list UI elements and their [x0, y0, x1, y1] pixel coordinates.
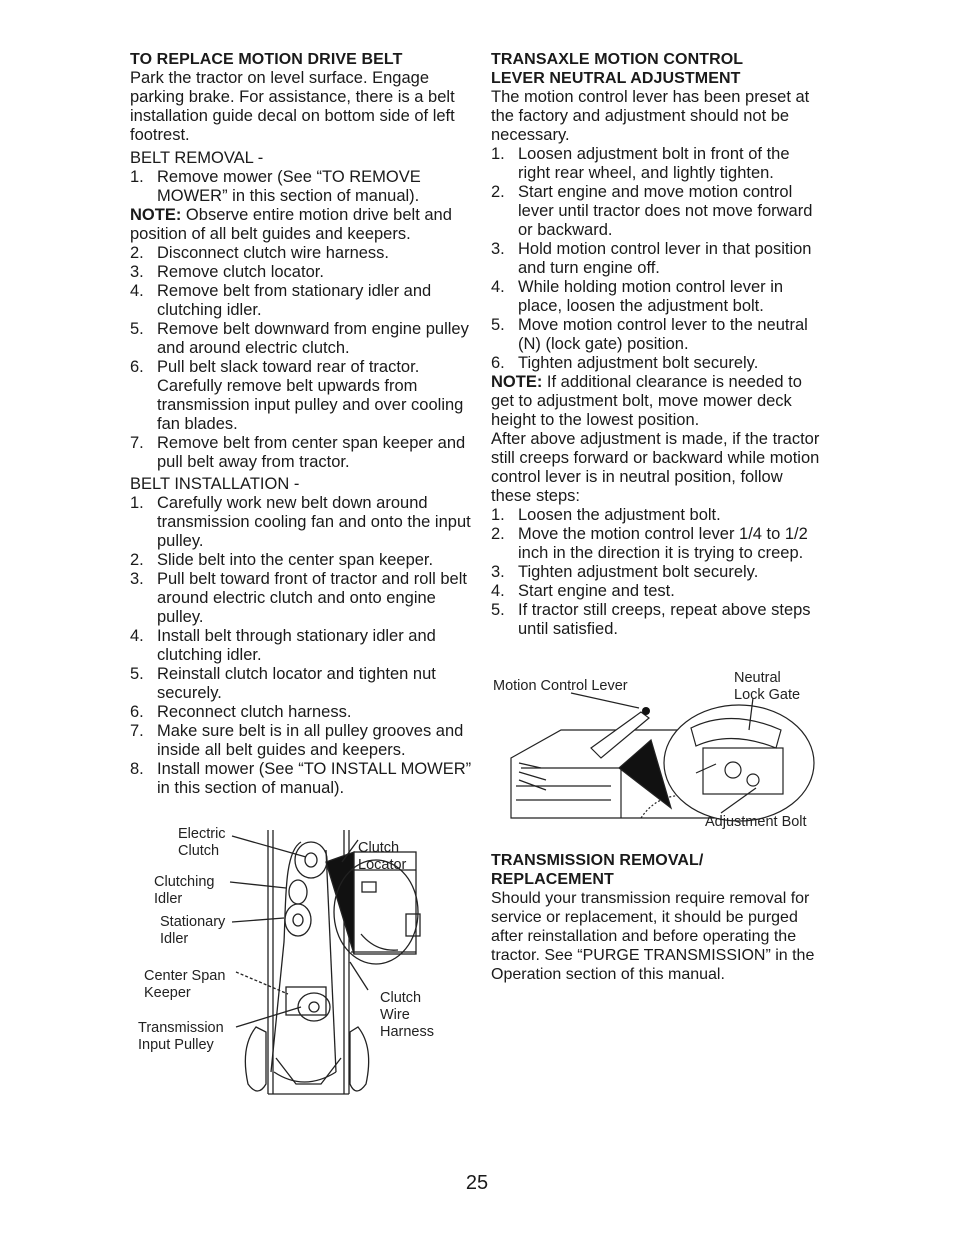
list-item-text: Pull belt slack toward rear of tractor. Carefully remove belt upwards from transmission input pulley and over cooling fan blades. [157, 358, 464, 433]
section-title-transaxle-line2: LEVER NEUTRAL ADJUSTMENT [491, 70, 741, 87]
list-item-number: 4. [130, 627, 144, 645]
list-item [130, 434, 475, 472]
label-clutching-idler [154, 874, 214, 908]
label-stationary-idler-line1: Stationary [160, 914, 226, 930]
label-stationary-idler [160, 914, 225, 948]
list-item [130, 168, 475, 206]
list-item-text: Pull belt toward front of tractor and roll belt around electric clutch and onto engine pulley. [157, 570, 467, 626]
list-item-text: Start engine and move motion control lever until tractor does not move forward or backward. [518, 183, 813, 239]
note-label: NOTE: [491, 373, 543, 391]
list-item-text: Slide belt into the center span keeper. [157, 551, 434, 569]
list-item-number: 5. [130, 320, 144, 338]
section-title-transaxle [491, 50, 826, 88]
transaxle-note [491, 373, 826, 430]
list-item-text: Tighten adjustment bolt securely. [518, 563, 759, 581]
list-item-number: 1. [491, 145, 505, 163]
label-neutral-line1: Neutral [734, 670, 781, 686]
label-electric-clutch-line2: Clutch [178, 843, 220, 859]
list-item [491, 563, 826, 582]
list-item [130, 627, 475, 665]
label-center-span-line2: Keeper [144, 985, 191, 1001]
after-adjustment-paragraph: After above adjustment is made, if the tractor still creeps forward or backward while motion control lever is in neutral position, follow these steps: [491, 430, 820, 505]
list-item [130, 494, 475, 551]
creep-steps [491, 506, 826, 639]
list-item-text: Reconnect clutch harness. [157, 703, 352, 721]
list-item [130, 760, 475, 798]
transmission-removal-section [491, 851, 826, 984]
label-clutch-wire-harness [380, 990, 434, 1041]
section-title-replace-belt: TO REPLACE MOTION DRIVE BELT [130, 51, 403, 68]
list-item [491, 278, 826, 316]
label-clutch-locator [358, 840, 406, 874]
list-item-text: Loosen adjustment bolt in front of the right rear wheel, and lightly tighten. [518, 145, 790, 182]
section-title-transaxle-line1: TRANSAXLE MOTION CONTROL [491, 51, 744, 68]
label-electric-clutch [178, 826, 226, 860]
list-item-number: 2. [491, 183, 505, 201]
list-item-number: 7. [130, 722, 144, 740]
list-item [491, 240, 826, 278]
list-item-text: Remove clutch locator. [157, 263, 324, 281]
label-transmission-input-pulley [138, 1020, 224, 1054]
list-item-number: 4. [491, 278, 505, 296]
list-item-number: 3. [130, 263, 144, 281]
label-trans-pulley-line1: Transmission [138, 1020, 224, 1036]
motion-lever-diagram [491, 668, 826, 840]
list-item-text: Start engine and test. [518, 582, 675, 600]
belt-installation-heading: BELT INSTALLATION - [130, 475, 300, 493]
list-item-number: 8. [130, 760, 144, 778]
list-item [130, 263, 475, 282]
list-item-text: Tighten adjustment bolt securely. [518, 354, 759, 372]
list-item-text: While holding motion control lever in place, loosen the adjustment bolt. [518, 278, 784, 315]
label-trans-pulley-line2: Input Pulley [138, 1037, 214, 1053]
label-clutch-wire-line1: Clutch [380, 990, 422, 1006]
list-item-text: Install mower (See “TO INSTALL MOWER” in this section of manual). [157, 760, 472, 797]
list-item-number: 2. [491, 525, 505, 543]
belt-removal-steps [130, 168, 475, 206]
label-clutching-idler-line1: Clutching [154, 874, 215, 890]
left-column [130, 50, 475, 798]
belt-removal-heading: BELT REMOVAL - [130, 149, 264, 167]
section-title-transmission-line1: TRANSMISSION REMOVAL/ [491, 852, 704, 869]
list-item [491, 506, 826, 525]
list-item-text: Hold motion control lever in that position and turn engine off. [518, 240, 812, 277]
transaxle-intro: The motion control lever has been preset at the factory and adjustment should not be necessary. [491, 88, 810, 144]
list-item [491, 145, 826, 183]
label-clutching-idler-line2: Idler [154, 891, 183, 907]
list-item-number: 1. [130, 494, 144, 512]
list-item-number: 1. [491, 506, 505, 524]
section-title-transmission-line2: REPLACEMENT [491, 871, 614, 888]
label-center-span-keeper [144, 968, 225, 1002]
list-item-number: 6. [491, 354, 505, 372]
list-item [491, 183, 826, 240]
label-neutral-line2: Lock Gate [734, 687, 801, 703]
list-item-number: 5. [130, 665, 144, 683]
list-item [491, 525, 826, 563]
list-item-number: 3. [130, 570, 144, 588]
label-clutch-wire-line2: Wire [380, 1007, 410, 1023]
note-text: Observe entire motion drive belt and position of all belt guides and keepers. [130, 206, 452, 243]
belt-installation-steps [130, 494, 475, 798]
list-item [491, 316, 826, 354]
list-item-text: Move the motion control lever 1/4 to 1/2 inch in the direction it is trying to creep. [518, 525, 808, 562]
list-item-number: 2. [130, 244, 144, 262]
label-clutch-wire-line3: Harness [380, 1024, 434, 1040]
label-electric-clutch-line1: Electric [178, 826, 226, 842]
adjustment-steps [491, 145, 826, 373]
list-item [130, 665, 475, 703]
list-item [491, 354, 826, 373]
list-item [491, 601, 826, 639]
transmission-paragraph: Should your transmission require removal for service or replacement, it should be purged after reinstallation and before operating the tractor. See “PURGE TRANSMISSION” in the Operation section of this manual. [491, 890, 815, 983]
label-clutch-locator-line2: Locator [358, 857, 407, 873]
list-item-text: Remove belt from stationary idler and clutching idler. [157, 282, 432, 319]
right-column [491, 50, 826, 639]
list-item-text: Remove mower (See “TO REMOVE MOWER” in this section of manual). [157, 168, 421, 205]
list-item-number: 4. [491, 582, 505, 600]
belt-removal-steps-continued [130, 244, 475, 472]
list-item [130, 358, 475, 434]
list-item-number: 3. [491, 563, 505, 581]
label-neutral-lock-gate [734, 670, 800, 704]
section-title-transmission [491, 851, 826, 889]
list-item [130, 282, 475, 320]
list-item-number: 5. [491, 316, 505, 334]
list-item [130, 244, 475, 263]
note-label: NOTE: [130, 206, 182, 224]
list-item-text: Carefully work new belt down around transmission cooling fan and onto the input pulley. [157, 494, 471, 550]
list-item-number: 7. [130, 434, 144, 452]
list-item-text: Loosen the adjustment bolt. [518, 506, 721, 524]
list-item-number: 2. [130, 551, 144, 569]
page-number: 25 [465, 1172, 489, 1194]
list-item [130, 551, 475, 570]
list-item-text: Move motion control lever to the neutral (N) (lock gate) position. [518, 316, 808, 353]
list-item-text: Make sure belt is in all pulley grooves and inside all belt guides and keepers. [157, 722, 464, 759]
list-item [130, 703, 475, 722]
list-item-number: 6. [130, 358, 144, 376]
list-item-text: Remove belt downward from engine pulley and around electric clutch. [157, 320, 469, 357]
belt-diagram [136, 822, 436, 1098]
label-center-span-line1: Center Span [144, 968, 226, 984]
list-item-text: If tractor still creeps, repeat above steps until satisfied. [518, 601, 811, 638]
list-item-text: Remove belt from center span keeper and pull belt away from tractor. [157, 434, 466, 471]
list-item-number: 5. [491, 601, 505, 619]
list-item-number: 1. [130, 168, 144, 186]
list-item-text: Disconnect clutch wire harness. [157, 244, 390, 262]
note-text: If additional clearance is needed to get to adjustment bolt, move mower deck height to the lowest position. [491, 373, 802, 429]
list-item-number: 4. [130, 282, 144, 300]
list-item-text: Reinstall clutch locator and tighten nut securely. [157, 665, 436, 702]
intro-paragraph: Park the tractor on level surface. Engage parking brake. For assistance, there is a belt installation guide decal on bottom side of left footrest. [130, 69, 455, 144]
list-item-text: Install belt through stationary idler and clutching idler. [157, 627, 436, 664]
list-item [491, 582, 826, 601]
note-paragraph [130, 206, 475, 244]
label-motion-control-lever: Motion Control Lever [493, 678, 628, 694]
list-item [130, 722, 475, 760]
list-item-number: 6. [130, 703, 144, 721]
list-item [130, 570, 475, 627]
list-item [130, 320, 475, 358]
label-adjustment-bolt: Adjustment Bolt [705, 814, 807, 830]
label-clutch-locator-line1: Clutch [358, 840, 400, 856]
label-stationary-idler-line2: Idler [160, 931, 189, 947]
list-item-number: 3. [491, 240, 505, 258]
